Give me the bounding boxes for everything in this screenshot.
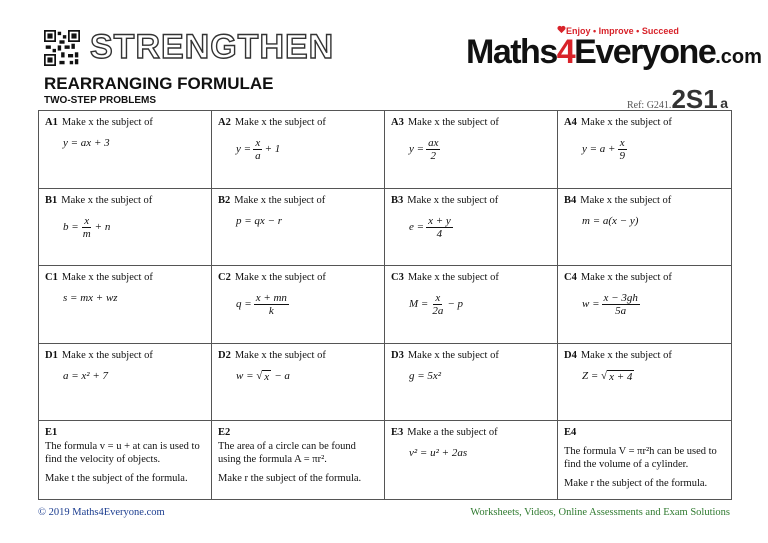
question-b2 xyxy=(212,189,385,267)
question-label: D1 xyxy=(45,349,58,361)
numerator: x xyxy=(435,292,441,305)
denominator: 5a xyxy=(615,305,627,318)
question-instruction: Make x the subject of xyxy=(61,117,153,128)
question-label: E3 xyxy=(391,427,404,439)
fraction xyxy=(254,292,289,317)
numerator: x + y xyxy=(428,214,451,227)
question-task: Make r the subject of the formula. xyxy=(564,478,708,490)
question-c4 xyxy=(558,266,731,344)
equation-lhs: e = xyxy=(409,220,425,233)
qr-code-icon xyxy=(44,30,80,66)
equation xyxy=(409,215,551,240)
question-label: E4 xyxy=(564,427,577,439)
equation xyxy=(582,137,725,162)
equation xyxy=(63,215,205,240)
question-e3 xyxy=(385,421,558,499)
denominator: 2 xyxy=(430,150,436,162)
denominator: 2a xyxy=(432,305,444,318)
question-label: B3 xyxy=(391,194,404,206)
ref-prefix: Ref: G241. xyxy=(626,100,672,111)
question-instruction: Make x the subject of xyxy=(61,272,153,284)
numerator: x xyxy=(619,137,625,149)
equation xyxy=(236,370,378,384)
question-instruction: Make x the subject of xyxy=(61,194,153,206)
question-b3 xyxy=(385,189,558,267)
question-instruction: Make x the subject of xyxy=(234,349,326,361)
question-description: The formula V = πr²h can be used to find the volume of a cylinder. xyxy=(564,446,717,471)
equation-rhs: + n xyxy=(94,220,111,233)
question-d3 xyxy=(385,344,558,422)
equation-lhs: y = xyxy=(236,143,252,155)
question-grid xyxy=(38,110,732,500)
question-instruction: Make x the subject of xyxy=(407,349,499,361)
strengthen-badge: STRENGTHEN xyxy=(90,28,335,66)
question-label: B4 xyxy=(564,194,577,206)
question-label: D2 xyxy=(218,349,231,361)
question-label: D4 xyxy=(564,349,577,361)
ref-code: 2S1 xyxy=(671,84,718,114)
question-instruction: Make x the subject of xyxy=(234,272,326,284)
question-e4 xyxy=(558,421,731,499)
question-label: A3 xyxy=(391,117,404,128)
question-label: C1 xyxy=(45,272,58,284)
footer-links: Worksheets, Videos, Online Assessments and Exam Solutions xyxy=(470,507,730,518)
question-task: Make r the subject of the formula. xyxy=(218,473,362,485)
equation xyxy=(409,137,551,162)
question-d1 xyxy=(39,344,212,422)
equation: v² = u² + 2as xyxy=(409,447,468,460)
equation-lhs: b = xyxy=(63,220,79,233)
equation: a = x² + 7 xyxy=(63,369,109,382)
equation: p = qx − r xyxy=(236,214,283,227)
denominator: k xyxy=(268,305,274,318)
numerator: x + mn xyxy=(255,292,287,305)
equation xyxy=(582,292,725,317)
question-instruction: Make x the subject of xyxy=(407,117,499,128)
denominator: 4 xyxy=(436,227,443,240)
page-title: REARRANGING FORMULAE xyxy=(44,74,274,93)
question-instruction: Make x the subject of xyxy=(580,117,672,128)
equation-lhs: w = √ xyxy=(236,370,263,383)
ref-variant: a xyxy=(720,95,728,111)
equation-rhs: − p xyxy=(447,298,464,311)
question-label: A4 xyxy=(564,117,577,128)
equation: y = ax + 3 xyxy=(63,137,110,149)
equation-lhs: M = xyxy=(409,298,429,311)
question-a1 xyxy=(39,111,212,189)
question-label: E1 xyxy=(45,427,58,439)
question-description: The formula v = u + at can is used to find the velocity of objects. xyxy=(45,441,200,466)
question-instruction: Make x the subject of xyxy=(580,272,672,284)
brand-logo xyxy=(466,34,762,75)
question-c2 xyxy=(212,266,385,344)
question-label: A1 xyxy=(45,117,58,128)
question-label: D3 xyxy=(391,349,404,361)
equation-rhs: − a xyxy=(274,370,290,383)
denominator: a xyxy=(255,150,261,162)
brand-four: 4 xyxy=(556,33,575,71)
question-label: A2 xyxy=(218,117,231,128)
footer-copyright: © 2019 Maths4Everyone.com xyxy=(38,507,165,518)
numerator: x xyxy=(84,214,90,227)
question-instruction: Make x the subject of xyxy=(407,272,499,284)
question-b4 xyxy=(558,189,731,267)
equation-lhs: y = xyxy=(409,143,425,155)
question-label: C4 xyxy=(564,272,577,284)
question-a4 xyxy=(558,111,731,189)
fraction xyxy=(253,137,263,162)
question-instruction: Make x the subject of xyxy=(407,194,499,206)
radicand: x + 4 xyxy=(609,370,633,383)
question-instruction: Make x the subject of xyxy=(61,349,153,361)
equation xyxy=(236,292,378,317)
question-instruction: Make a the subject of xyxy=(407,427,498,439)
question-label: E2 xyxy=(218,427,231,439)
question-d4 xyxy=(558,344,731,422)
fraction xyxy=(430,292,445,317)
denominator: m xyxy=(82,227,91,240)
fraction xyxy=(617,137,627,162)
equation: s = mx + wz xyxy=(63,292,118,305)
numerator: x − 3gh xyxy=(603,292,638,305)
brand-tagline: Enjoy • Improve • Succeed xyxy=(566,26,679,36)
question-a3 xyxy=(385,111,558,189)
question-e2 xyxy=(212,421,385,499)
equation xyxy=(409,292,551,317)
equation-lhs: w = xyxy=(582,298,600,311)
question-b1 xyxy=(39,189,212,267)
question-c3 xyxy=(385,266,558,344)
fraction xyxy=(426,215,453,240)
question-description: The area of a circle can be found using the formula A = πr². xyxy=(218,441,356,466)
question-label: C2 xyxy=(218,272,231,284)
equation: m = a(x − y) xyxy=(582,214,639,227)
fraction xyxy=(81,215,93,240)
question-instruction: Make x the subject of xyxy=(580,349,672,361)
numerator: x xyxy=(255,137,261,149)
radicand: x xyxy=(264,370,270,383)
equation xyxy=(582,370,725,384)
question-d2 xyxy=(212,344,385,422)
question-label: B1 xyxy=(45,194,58,206)
question-instruction: Make x the subject of xyxy=(234,194,326,206)
equation-rhs: + 1 xyxy=(264,143,281,155)
equation-lhs: q = xyxy=(236,298,252,311)
question-label: C3 xyxy=(391,272,404,284)
question-task: Make t the subject of the formula. xyxy=(45,473,188,485)
brand-prefix: Maths xyxy=(466,33,557,71)
equation: g = 5x² xyxy=(409,369,442,382)
equation-lhs: y = a + xyxy=(582,143,616,155)
numerator: ax xyxy=(428,137,439,149)
equation xyxy=(236,137,378,162)
page-subtitle: TWO-STEP PROBLEMS xyxy=(44,95,157,106)
fraction xyxy=(426,137,440,162)
question-instruction: Make x the subject of xyxy=(580,194,672,206)
fraction xyxy=(602,292,640,317)
brand-suffix: Everyone xyxy=(574,33,716,71)
question-label: B2 xyxy=(218,194,231,206)
question-a2 xyxy=(212,111,385,189)
brand-domain: .com xyxy=(715,46,762,68)
equation-lhs: Z = √ xyxy=(582,370,608,383)
question-c1 xyxy=(39,266,212,344)
question-instruction: Make x the subject of xyxy=(234,117,326,128)
question-e1 xyxy=(39,421,212,499)
denominator: 9 xyxy=(619,150,625,162)
